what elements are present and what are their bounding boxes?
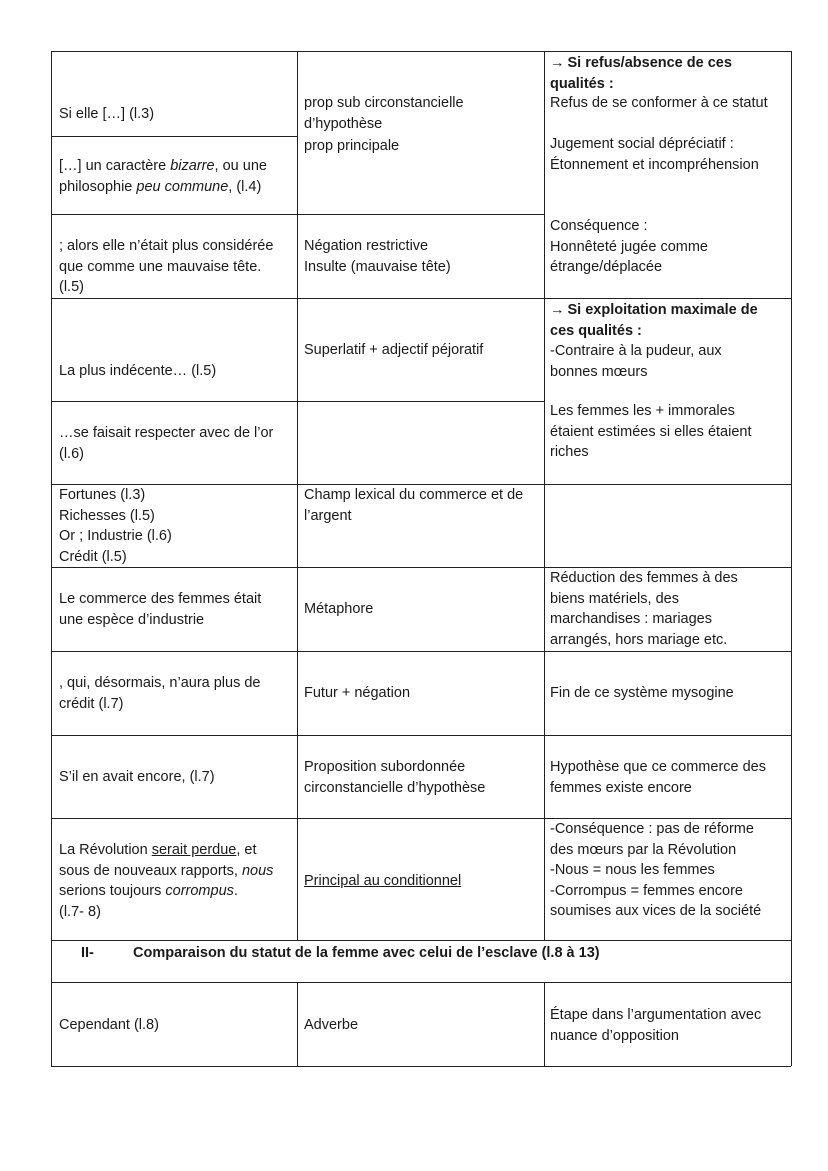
section-title: Comparaison du statut de la femme avec celui de l’esclave (l.8 à 13) — [133, 945, 600, 961]
arrow-right-icon: → — [550, 55, 565, 71]
cell-interpretation-text: Conséquence : Honnêteté jugée comme étrange/déplacée — [550, 218, 708, 275]
table-border-right — [791, 51, 792, 1066]
cell-quote: …se faisait respecter avec de l’or (l.6) — [59, 425, 274, 462]
cell-analysis: prop sub circonstancielle d’hypothèse — [304, 95, 464, 132]
cell-interpretation-text: Jugement social dépréciatif : Étonnement et incompréhension — [550, 136, 759, 173]
table-border-top — [51, 51, 791, 52]
cell-analysis: Futur + négation — [304, 685, 411, 701]
row-divider — [51, 651, 791, 652]
row-divider — [51, 982, 791, 983]
table-border-bottom — [51, 1066, 791, 1067]
cell-analysis: Adverbe — [304, 1017, 359, 1033]
cell-analysis: Superlatif + adjectif péjoratif — [304, 342, 484, 358]
cell-quote: Le commerce des femmes était une espèce d’industrie — [59, 591, 262, 628]
column-divider — [297, 982, 298, 1066]
cell-quote: S’il en avait encore, (l.7) — [59, 769, 215, 785]
cell-interpretation: -Conséquence : pas de réforme des mœurs par la Révolution -Nous = nous les femmes -Corrompus = femmes encore soumises aux vices de la société — [550, 821, 762, 919]
cell-interpretation-text: Les femmes les + immorales étaient estimées si elles étaient riches — [550, 403, 752, 460]
cell-interpretation-merged: → Si exploitation maximale de ces qualités : — [550, 302, 758, 339]
row-divider — [51, 298, 791, 299]
column-divider — [544, 51, 545, 940]
cell-analysis: Négation restrictive Insulte (mauvaise tête) — [304, 238, 451, 275]
cell-quote: La plus indécente… (l.5) — [59, 363, 217, 379]
cell-quote: Fortunes (l.3) Richesses (l.5) Or ; Industrie (l.6) Crédit (l.5) — [59, 487, 172, 565]
column-divider — [297, 51, 298, 940]
cell-interpretation-merged: → Si refus/absence de ces qualités : — [550, 55, 732, 92]
cell-interpretation: Étape dans l’argumentation avec nuance d’opposition — [550, 1007, 762, 1044]
cell-quote: […] un caractère bizarre, ou une philosophie peu commune, (l.4) — [59, 158, 267, 195]
cell-interpretation: Réduction des femmes à des biens matériels, des marchandises : mariages arrangés, hors mariage etc. — [550, 570, 738, 648]
cell-quote: La Révolution serait perdue, et sous de nouveaux rapports, nous serions toujours corrompus. (l.7- 8) — [59, 842, 274, 920]
cell-interpretation-text: Refus de se conformer à ce statut — [550, 95, 768, 111]
column-divider — [544, 982, 545, 1066]
cell-analysis: Proposition subordonnée circonstancielle d’hypothèse — [304, 759, 486, 796]
row-divider — [51, 735, 791, 736]
row-divider — [51, 940, 791, 941]
cell-interpretation-text: -Contraire à la pudeur, aux bonnes mœurs — [550, 343, 722, 380]
cell-quote: , qui, désormais, n’aura plus de crédit (l.7) — [59, 675, 261, 712]
arrow-right-icon: → — [550, 302, 565, 318]
cell-interpretation: Hypothèse que ce commerce des femmes existe encore — [550, 759, 766, 796]
cell-analysis: Champ lexical du commerce et de l’argent — [304, 487, 524, 524]
cell-analysis: Principal au conditionnel — [304, 873, 462, 889]
table-border-left — [51, 51, 52, 1066]
cell-interpretation: Fin de ce système mysogine — [550, 685, 734, 701]
section-number: II- — [81, 945, 94, 961]
cell-quote: ; alors elle n’était plus considérée que comme une mauvaise tête. (l.5) — [59, 238, 274, 295]
row-divider — [51, 136, 297, 137]
cell-quote: Si elle […] (l.3) — [59, 106, 155, 122]
cell-quote: Cependant (l.8) — [59, 1017, 159, 1033]
cell-analysis: prop principale — [304, 138, 400, 154]
cell-analysis: Métaphore — [304, 601, 374, 617]
